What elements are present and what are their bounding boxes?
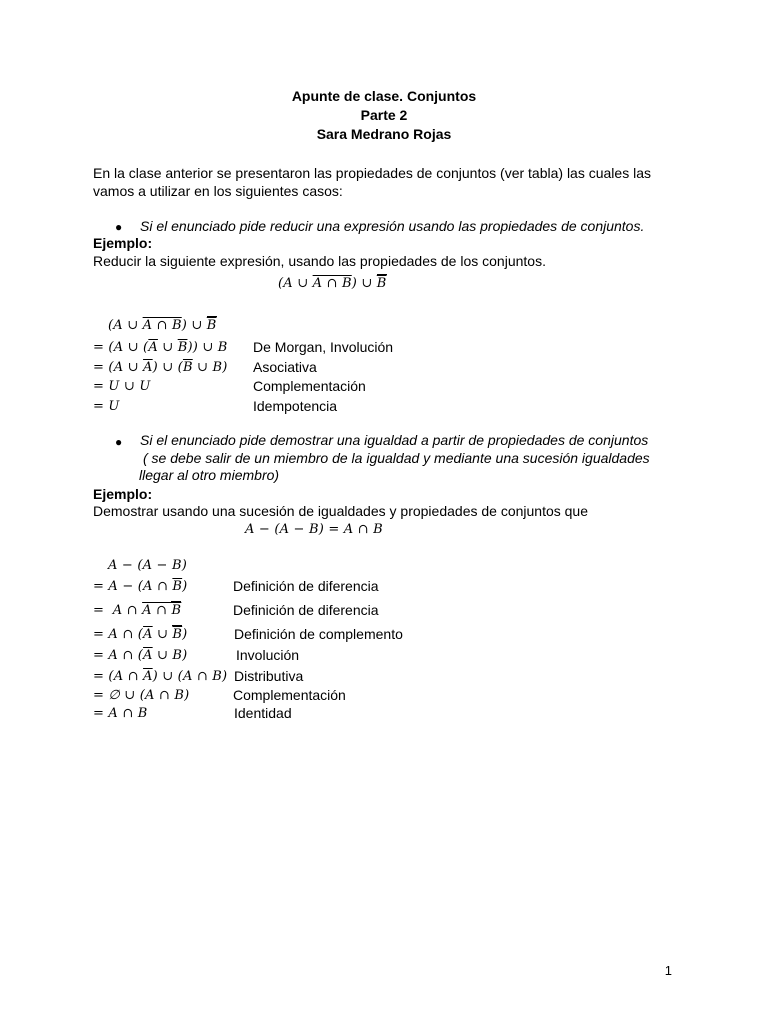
bullet-icon: ● <box>115 220 123 234</box>
intro-paragraph: En la clase anterior se presentaron las propiedades de conjuntos (ver tabla) las cuales las vamos a utilizar en los siguientes casos: <box>93 165 651 199</box>
section1-step-4-law: Idempotencia <box>253 398 338 414</box>
section1-expression: (A ∪ A ∩ B) ∪ $\overline{B}$ <box>278 276 387 291</box>
section2-step-1-law: Definición de diferencia <box>233 578 379 594</box>
section1-step-2-law: Asociativa <box>253 359 317 375</box>
bullet-icon: ● <box>115 435 123 449</box>
section2-step-5-expr: = (A ∩ $\overline{A}$) ∪ (A ∩ B) <box>93 669 228 684</box>
section1-step-4-expr: = U <box>93 399 120 414</box>
section2-bullet-text-3: llegar al otro miembro) <box>139 467 280 483</box>
section2-step-2-expr: = A ∩ A ∩ B <box>93 603 182 618</box>
section2-goal: A − (A − B) = A ∩ B <box>245 522 383 537</box>
section1-instruction: Reducir la siguiente expresión, usando las propiedades de los conjuntos. <box>93 253 546 269</box>
section2-bullet-text-2: ( se debe salir de un miembro de la igualdad y mediante una sucesión igualdades <box>143 450 650 466</box>
section2-step-7-law: Identidad <box>234 705 292 721</box>
document-title: Apunte de clase. Conjuntos <box>291 88 477 104</box>
section2-step-5-law: Distributiva <box>234 668 304 684</box>
section2-instruction: Demostrar usando una sucesión de igualdades y propiedades de conjuntos que <box>93 503 589 519</box>
section2-example-label: Ejemplo: <box>93 486 153 502</box>
section1-bullet-text: Si el enunciado pide reducir una expresión usando las propiedades de conjuntos. <box>140 218 645 234</box>
section1-step-3-expr: = U ∪ U <box>93 379 151 394</box>
document-part: Parte 2 <box>360 107 408 123</box>
page-number: 1 <box>664 963 672 978</box>
section2-step-3-law: Definición de complemento <box>234 626 403 642</box>
section2-step-3-expr: = A ∩ ($\overline{A}$ ∪ $\overline{B}$) <box>93 627 188 642</box>
section2-step-4-law: Involución <box>236 647 300 663</box>
section2-step-4-expr: = A ∩ ($\overline{A}$ ∪ B) <box>93 648 188 663</box>
section2-bullet-text-1: Si el enunciado pide demostrar una igualdad a partir de propiedades de conjuntos <box>140 432 649 448</box>
document-author: Sara Medrano Rojas <box>316 126 452 142</box>
section2-step-6-law: Complementación <box>233 687 346 703</box>
section1-step-0-expr: (A ∪ A ∩ B) ∪ $\overline{B}$ <box>108 318 217 333</box>
section1-step-2-expr: = (A ∪ $\overline{A}$) ∪ ($\overline{B}$ ∪ B) <box>93 360 228 375</box>
section1-step-3-law: Complementación <box>253 378 366 394</box>
section1-step-1-law: De Morgan, Involución <box>253 339 394 355</box>
section1-example-label: Ejemplo: <box>93 235 153 251</box>
section1-step-1-expr: = (A ∪ ($\overline{A}$ ∪ $\overline{B}$)) ∪ B <box>93 340 228 355</box>
section2-step-1-expr: = A − (A ∩ $\overline{B}$) <box>93 579 188 594</box>
section2-step-0-expr: A − (A − B) <box>108 558 187 573</box>
section2-step-7-expr: = A ∩ B <box>93 706 148 721</box>
section2-step-6-expr: = ∅ ∪ (A ∩ B) <box>93 688 190 703</box>
section2-step-2-law: Definición de diferencia <box>233 602 379 618</box>
